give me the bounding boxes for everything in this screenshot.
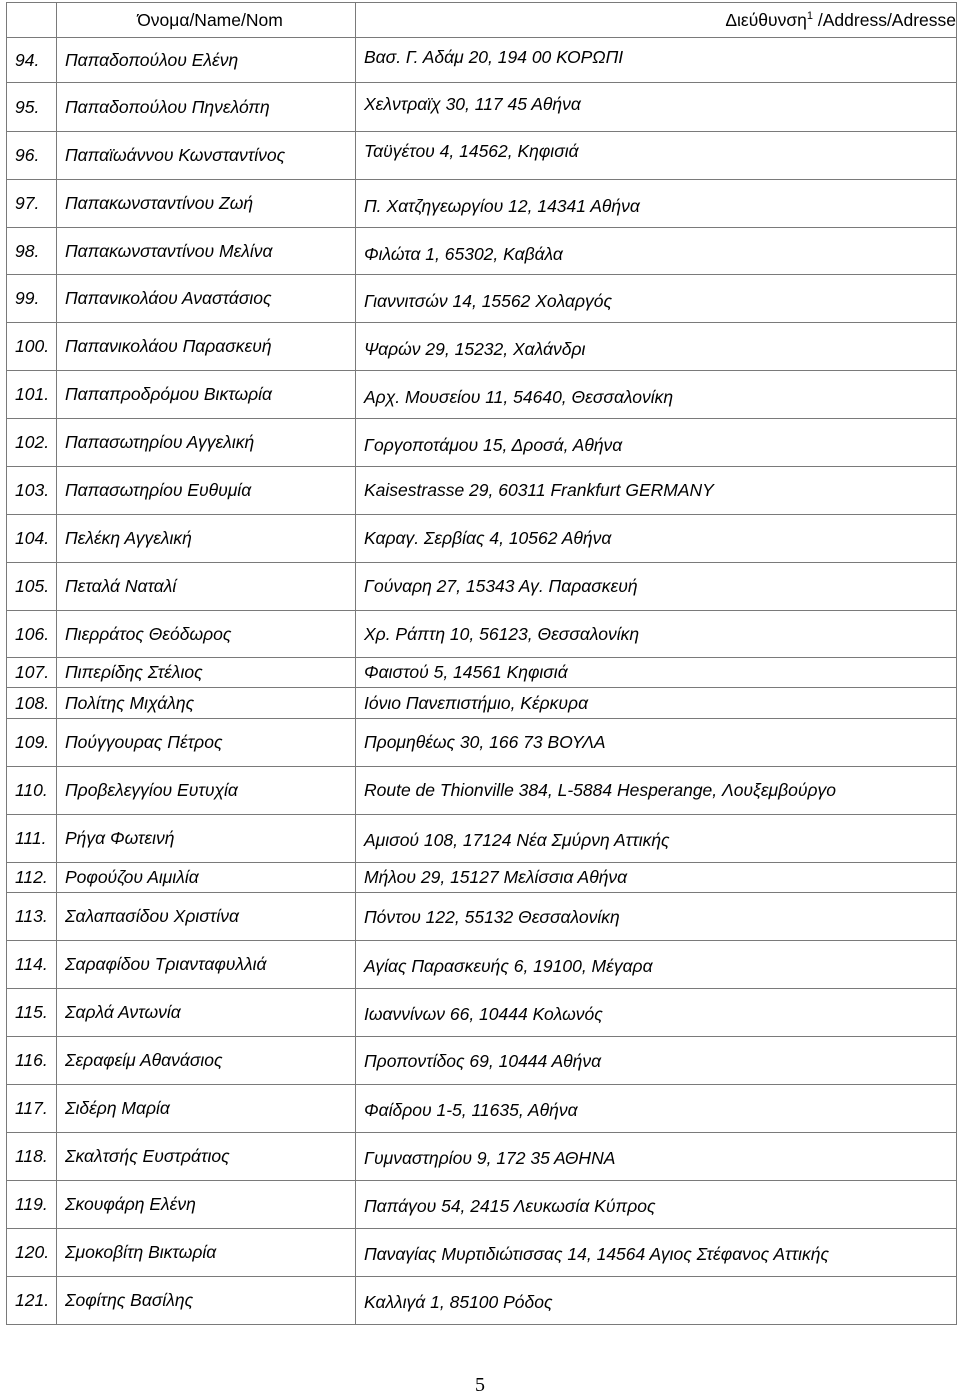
footnote-marker: 1 [806,9,814,22]
row-number: 105. [7,563,57,611]
row-number: 100. [7,323,57,371]
table-row [7,228,957,275]
row-number: 113. [7,893,57,941]
address-cell [356,1085,957,1133]
person-name: Παπανικολάου Παρασκευή [57,323,356,371]
person-name: Παπασωτηρίου Ευθυμία [57,467,356,515]
table-row [7,1277,957,1325]
row-number: 107. [7,658,57,688]
address-column-header [356,3,957,38]
address-text: Προποντίδος 69, 10444 Αθήνα [364,1051,602,1071]
table-header-row [7,3,957,38]
number-column-header [7,3,57,38]
person-name: Πιερράτος Θεόδωρος [57,611,356,658]
address-text: Ιωαννίνων 66, 10444 Κολωνός [364,1004,603,1024]
table-row [7,893,957,941]
person-name: Προβελεγγίου Ευτυχία [57,767,356,815]
row-number: 121. [7,1277,57,1325]
address-text: Αρχ. Μουσείου 11, 54640, Θεσσαλονίκη [364,387,674,407]
name-column-header: Όνομα/Name/Nom [57,3,356,38]
person-name: Σαλαπασίδου Χριστίνα [57,893,356,941]
address-cell [356,815,957,863]
address-text: Αγίας Παρασκευής 6, 19100, Μέγαρα [364,956,653,976]
row-number: 115. [7,989,57,1037]
row-number: 99. [7,275,57,323]
person-name: Σιδέρη Μαρία [57,1085,356,1133]
row-number: 114. [7,941,57,989]
table-row [7,688,957,719]
address-cell [356,180,957,228]
table-row [7,563,957,611]
person-name: Πολίτης Μιχάλης [57,688,356,719]
row-number: 119. [7,1181,57,1229]
row-number: 110. [7,767,57,815]
row-number: 103. [7,467,57,515]
row-number: 118. [7,1133,57,1181]
table-row [7,83,957,132]
address-text: Καλλιγά 1, 85100 Ρόδος [364,1292,553,1312]
address-text: Ιόνιο Πανεπιστήμιο, Κέρκυρα [364,692,589,713]
address-cell [356,467,957,515]
address-cell [356,228,957,275]
person-name: Παπανικολάου Αναστάσιος [57,275,356,323]
table-row [7,38,957,83]
address-text: Ταϋγέτου 4, 14562, Κηφισιά [364,141,579,161]
address-text: Φαίδρου 1-5, 11635, Αθήνα [364,1100,578,1120]
row-number: 101. [7,371,57,419]
address-cell [356,83,957,132]
person-name: Σαραφίδου Τριανταφυλλιά [57,941,356,989]
page-number: 5 [475,1374,485,1396]
table-row [7,323,957,371]
row-number: 108. [7,688,57,719]
address-cell [356,767,957,815]
address-text: Παναγίας Μυρτιδιώτισσας 14, 14564 Αγιος Στέφανος Αττικής [364,1244,829,1264]
address-text: Route de Thionville 384, L-5884 Hesperange, Λουξεμβούργο [364,780,836,800]
table-row [7,371,957,419]
row-number: 116. [7,1037,57,1085]
row-number: 96. [7,132,57,180]
person-name: Πελέκη Αγγελική [57,515,356,563]
person-name: Παπακωνσταντίνου Ζωή [57,180,356,228]
address-text: Χρ. Ράπτη 10, 56123, Θεσσαλονίκη [364,623,640,644]
address-text: Ψαρών 29, 15232, Χαλάνδρι [364,339,586,359]
table-row [7,611,957,658]
person-name: Παπασωτηρίου Αγγελική [57,419,356,467]
table-row [7,180,957,228]
table-row [7,467,957,515]
address-text: Χελντραϊχ 30, 117 45 Αθήνα [364,93,581,114]
person-name: Παπαδοπούλου Πηνελόπη [57,83,356,132]
address-text: Γούναρη 27, 15343 Αγ. Παρασκευή [364,576,638,596]
table-row [7,989,957,1037]
table-row [7,515,957,563]
table-row [7,132,957,180]
address-cell [356,1229,957,1277]
address-text: Γιαννιτσών 14, 15562 Χολαργός [364,291,612,311]
table-row [7,658,957,688]
address-cell [356,658,957,688]
address-cell [356,688,957,719]
row-number: 98. [7,228,57,275]
row-number: 117. [7,1085,57,1133]
row-number: 111. [7,815,57,863]
address-cell [356,371,957,419]
address-cell [356,863,957,893]
address-cell [356,323,957,371]
table-row [7,863,957,893]
row-number: 104. [7,515,57,563]
row-number: 120. [7,1229,57,1277]
person-name: Πιπερίδης Στέλιος [57,658,356,688]
address-text: Βασ. Γ. Αδάμ 20, 194 00 ΚΟΡΩΠΙ [364,46,624,67]
address-cell [356,515,957,563]
table-row [7,275,957,323]
address-header-prefix: Διεύθυνση [725,9,807,30]
address-cell [356,1037,957,1085]
address-text: Πόντου 122, 55132 Θεσσαλονίκη [364,907,620,927]
table-row [7,419,957,467]
table-row [7,1085,957,1133]
table-row [7,767,957,815]
address-cell [356,275,957,323]
person-name: Πούγγουρας Πέτρος [57,719,356,767]
address-header-suffix: /Address/Adresse [813,9,956,30]
address-cell [356,1277,957,1325]
table-row [7,1037,957,1085]
row-number: 112. [7,863,57,893]
address-text: Kaisestrasse 29, 60311 Frankfurt GERMANY [364,480,714,500]
person-name: Σεραφείμ Αθανάσιος [57,1037,356,1085]
person-name: Παπακωνσταντίνου Μελίνα [57,228,356,275]
address-cell [356,38,957,83]
row-number: 97. [7,180,57,228]
person-name: Παπαπροδρόμου Βικτωρία [57,371,356,419]
address-text: Παπάγου 54, 2415 Λευκωσία Κύπρος [364,1196,656,1216]
person-name: Πεταλά Ναταλί [57,563,356,611]
address-text: Γυμναστηρίου 9, 172 35 ΑΘΗΝΑ [364,1148,616,1168]
table-row [7,1181,957,1229]
table-row [7,941,957,989]
table-row [7,1133,957,1181]
table-row [7,815,957,863]
address-text: Προμηθέως 30, 166 73 ΒΟΥΛΑ [364,732,606,752]
person-name: Σκαλτσής Ευστράτιος [57,1133,356,1181]
address-text: Μήλου 29, 15127 Μελίσσια Αθήνα [364,867,628,887]
address-cell [356,893,957,941]
person-name: Σαρλά Αντωνία [57,989,356,1037]
address-text: Π. Χατζηγεωργίου 12, 14341 Αθήνα [364,196,640,216]
row-number: 109. [7,719,57,767]
address-cell [356,132,957,180]
person-name: Σμοκοβίτη Βικτωρία [57,1229,356,1277]
person-name: Σοφίτης Βασίλης [57,1277,356,1325]
address-cell [356,1133,957,1181]
address-cell [356,563,957,611]
address-directory-table [6,2,957,1325]
row-number: 95. [7,83,57,132]
address-text: Φιλώτα 1, 65302, Καβάλα [364,243,563,264]
person-name: Παπαϊωάννου Κωνσταντίνος [57,132,356,180]
address-text: Αμισού 108, 17124 Νέα Σμύρνη Αττικής [364,830,670,850]
table-row [7,1229,957,1277]
address-text: Καραγ. Σερβίας 4, 10562 Αθήνα [364,528,612,548]
person-name: Ρήγα Φωτεινή [57,815,356,863]
person-name: Ροφούζου Αιμιλία [57,863,356,893]
address-cell [356,941,957,989]
person-name: Σκουφάρη Ελένη [57,1181,356,1229]
address-cell [356,419,957,467]
address-cell [356,989,957,1037]
row-number: 106. [7,611,57,658]
address-text: Φαιστού 5, 14561 Κηφισιά [364,662,568,682]
address-cell [356,1181,957,1229]
address-cell [356,719,957,767]
table-row [7,719,957,767]
row-number: 102. [7,419,57,467]
person-name: Παπαδοπούλου Ελένη [57,38,356,83]
row-number: 94. [7,38,57,83]
address-cell [356,611,957,658]
address-text: Γοργοποτάμου 15, Δροσά, Αθήνα [364,435,623,455]
